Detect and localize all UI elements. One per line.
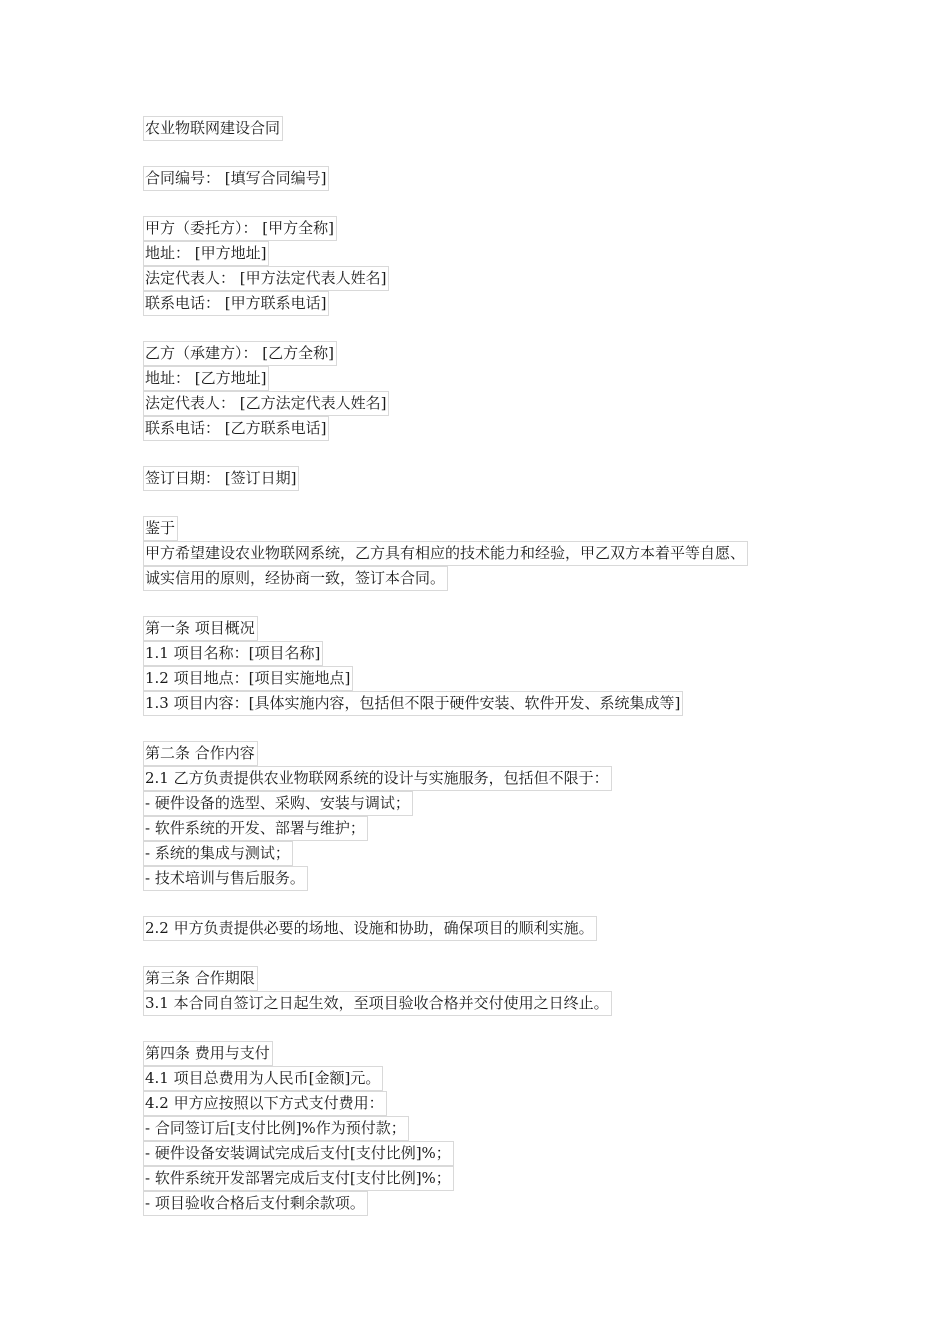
blank-line xyxy=(143,491,823,516)
article-4-item-1-line xyxy=(143,1066,823,1091)
blank-line xyxy=(143,1016,823,1041)
article-2-bullet-4-line xyxy=(143,866,823,891)
party-a-rep: 法定代表人： [甲方法定代表人姓名] xyxy=(143,266,389,291)
party-a-address-line xyxy=(143,241,823,266)
party-b-name-line xyxy=(143,341,823,366)
sign-date: 签订日期： [签订日期] xyxy=(143,466,299,491)
article-4-bullet-2-line xyxy=(143,1141,823,1166)
article-2-bullet-2: - 软件系统的开发、部署与维护； xyxy=(143,816,368,841)
article-2-item-1-line xyxy=(143,766,823,791)
party-a-rep-line xyxy=(143,266,823,291)
article-2-bullet-3: - 系统的集成与测试； xyxy=(143,841,293,866)
party-b-name: 乙方（承建方）： [乙方全称] xyxy=(143,341,337,366)
party-a-phone: 联系电话： [甲方联系电话] xyxy=(143,291,329,316)
party-b-rep: 法定代表人： [乙方法定代表人姓名] xyxy=(143,391,389,416)
document-title: 农业物联网建设合同 xyxy=(143,116,283,141)
party-a-phone-line xyxy=(143,291,823,316)
article-4-bullet-4-line xyxy=(143,1191,823,1216)
article-4-bullet-2: - 硬件设备安装调试完成后支付[支付比例]%； xyxy=(143,1141,454,1166)
article-4-bullet-3: - 软件系统开发部署完成后支付[支付比例]%； xyxy=(143,1166,454,1191)
blank-line xyxy=(143,191,823,216)
party-b-phone-line xyxy=(143,416,823,441)
party-a-name-line xyxy=(143,216,823,241)
article-1-heading: 第一条 项目概况 xyxy=(143,616,258,641)
article-2-item-2-line xyxy=(143,916,823,941)
article-1-item-1-line xyxy=(143,641,823,666)
article-4-bullet-1-line xyxy=(143,1116,823,1141)
party-b-address-line xyxy=(143,366,823,391)
whereas-line-2 xyxy=(143,566,823,591)
article-2-bullet-2-line xyxy=(143,816,823,841)
blank-line xyxy=(143,441,823,466)
article-4-heading-line xyxy=(143,1041,823,1066)
article-4-bullet-3-line xyxy=(143,1166,823,1191)
party-b-phone: 联系电话： [乙方联系电话] xyxy=(143,416,329,441)
article-3-heading: 第三条 合作期限 xyxy=(143,966,258,991)
party-b-address: 地址： [乙方地址] xyxy=(143,366,269,391)
party-a-address: 地址： [甲方地址] xyxy=(143,241,269,266)
blank-line xyxy=(143,891,823,916)
article-1-item-3: 1.3 项目内容：[具体实施内容，包括但不限于硬件安装、软件开发、系统集成等] xyxy=(143,691,683,716)
blank-line xyxy=(143,591,823,616)
article-2-heading-line xyxy=(143,741,823,766)
whereas-text-2: 诚实信用的原则，经协商一致，签订本合同。 xyxy=(143,566,448,591)
article-2-item-2: 2.2 甲方负责提供必要的场地、设施和协助，确保项目的顺利实施。 xyxy=(143,916,597,941)
contract-number-line xyxy=(143,166,823,191)
article-3-heading-line xyxy=(143,966,823,991)
party-b-rep-line xyxy=(143,391,823,416)
title-line xyxy=(143,116,823,141)
article-1-item-2: 1.2 项目地点：[项目实施地点] xyxy=(143,666,353,691)
whereas-text-1: 甲方希望建设农业物联网系统，乙方具有相应的技术能力和经验，甲乙双方本着平等自愿、 xyxy=(143,541,748,566)
article-2-bullet-3-line xyxy=(143,841,823,866)
article-2-item-1: 2.1 乙方负责提供农业物联网系统的设计与实施服务，包括但不限于： xyxy=(143,766,612,791)
article-2-bullet-1-line xyxy=(143,791,823,816)
article-1-item-2-line xyxy=(143,666,823,691)
article-1-item-3-line xyxy=(143,691,823,716)
article-4-item-2-line xyxy=(143,1091,823,1116)
whereas-heading: 鉴于 xyxy=(143,516,178,541)
article-1-item-1: 1.1 项目名称：[项目名称] xyxy=(143,641,323,666)
contract-number: 合同编号： [填写合同编号] xyxy=(143,166,329,191)
blank-line xyxy=(143,316,823,341)
article-3-item-1-line xyxy=(143,991,823,1016)
article-2-heading: 第二条 合作内容 xyxy=(143,741,258,766)
article-3-item-1: 3.1 本合同自签订之日起生效，至项目验收合格并交付使用之日终止。 xyxy=(143,991,612,1016)
sign-date-line xyxy=(143,466,823,491)
article-2-bullet-1: - 硬件设备的选型、采购、安装与调试； xyxy=(143,791,413,816)
article-1-heading-line xyxy=(143,616,823,641)
contract-body xyxy=(143,116,823,1216)
blank-line xyxy=(143,716,823,741)
article-4-item-1: 4.1 项目总费用为人民币[金额]元。 xyxy=(143,1066,383,1091)
article-2-bullet-4: - 技术培训与售后服务。 xyxy=(143,866,308,891)
article-4-heading: 第四条 费用与支付 xyxy=(143,1041,273,1066)
party-a-name: 甲方（委托方）： [甲方全称] xyxy=(143,216,337,241)
article-4-bullet-4: - 项目验收合格后支付剩余款项。 xyxy=(143,1191,368,1216)
article-4-item-2: 4.2 甲方应按照以下方式支付费用： xyxy=(143,1091,387,1116)
whereas-heading-line xyxy=(143,516,823,541)
whereas-line-1 xyxy=(143,541,823,566)
article-4-bullet-1: - 合同签订后[支付比例]%作为预付款； xyxy=(143,1116,409,1141)
blank-line xyxy=(143,141,823,166)
blank-line xyxy=(143,941,823,966)
